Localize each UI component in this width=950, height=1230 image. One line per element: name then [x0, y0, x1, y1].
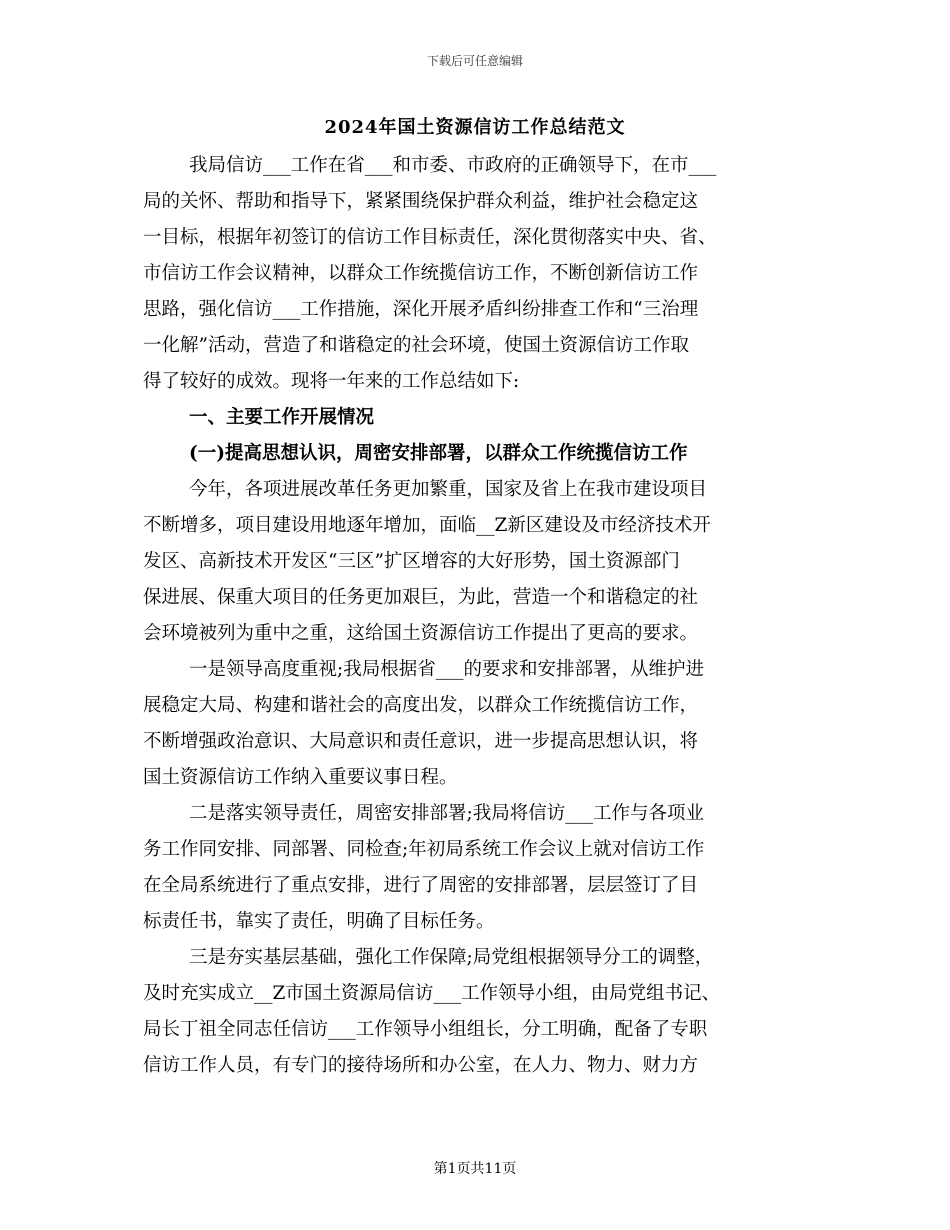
text-line: 一目标，根据年初签订的信访工作目标责任，深化贯彻落实中央、省、	[143, 227, 717, 248]
document-title: 2024年国土资源信访工作总结范文	[324, 117, 626, 138]
text-line: 信访工作人员，有专门的接待场所和办公室，在人力、物力、财力方	[143, 1055, 699, 1076]
text-line: 市信访工作会议精神，以群众工作统揽信访工作，不断创新信访工作	[143, 263, 699, 284]
header-note: 下载后可任意编辑	[426, 54, 523, 68]
text-line: 展稳定大局、构建和谐社会的高度出发，以群众工作统揽信访工作，	[143, 695, 699, 716]
text-line: 思路，强化信访___工作措施，深化开展矛盾纠纷排查工作和“三治理	[143, 299, 699, 320]
text-line: 务工作同安排、同部署、同检查;年初局系统工作会议上就对信访工作	[143, 839, 705, 860]
page-number-footer: 第1页共11页	[433, 1161, 517, 1177]
document-body	[143, 148, 808, 1084]
text-line: 得了较好的成效。现将一年来的工作总结如下:	[143, 371, 520, 392]
text-line: 不断增多，项目建设用地逐年增加，面临__Z新区建设及市经济技术开	[143, 515, 711, 536]
text-line: 一是领导高度重视;我局根据省___的要求和安排部署，从维护进	[189, 659, 704, 680]
text-line: 及时充实成立__Z市国土资源局信访___工作领导小组，由局党组书记、	[143, 983, 721, 1004]
text-line: 三是夯实基层基础，强化工作保障;局党组根据领导分工的调整，	[189, 947, 714, 968]
text-line: 我局信访___工作在省___和市委、市政府的正确领导下，在市___	[189, 155, 717, 176]
text-line: 二是落实领导责任，周密安排部署;我局将信访___工作与各项业	[189, 803, 704, 824]
text-line: 保进展、保重大项目的任务更加艰巨，为此，营造一个和谐稳定的社	[143, 587, 699, 608]
text-line: 会环境被列为重中之重，这给国土资源信访工作提出了更高的要求。	[143, 623, 699, 644]
text-line: 今年，各项进展改革任务更加繁重，国家及省上在我市建设项目	[189, 479, 708, 500]
text-line: 国土资源信访工作纳入重要议事日程。	[143, 767, 458, 788]
text-line: 一化解”活动，营造了和谐稳定的社会环境，使国土资源信访工作取	[143, 335, 689, 356]
text-line: 发区、高新技术开发区“三区”扩区增容的大好形势，国土资源部门	[143, 551, 680, 572]
text-line: 不断增强政治意识、大局意识和责任意识，进一步提高思想认识，将	[143, 731, 699, 752]
text-line: 局长丁祖全同志任信访___工作领导小组组长，分工明确，配备了专职	[143, 1019, 708, 1040]
text-line: (一)提高思想认识，周密安排部署，以群众工作统揽信访工作	[189, 443, 688, 464]
text-line: 标责任书，靠实了责任，明确了目标任务。	[143, 911, 495, 932]
text-line: 局的关怀、帮助和指导下，紧紧围绕保护群众利益，维护社会稳定这	[143, 191, 699, 212]
text-line: 在全局系统进行了重点安排，进行了周密的安排部署，层层签订了目	[143, 875, 699, 896]
text-line: 一、主要工作开展情况	[189, 407, 375, 428]
